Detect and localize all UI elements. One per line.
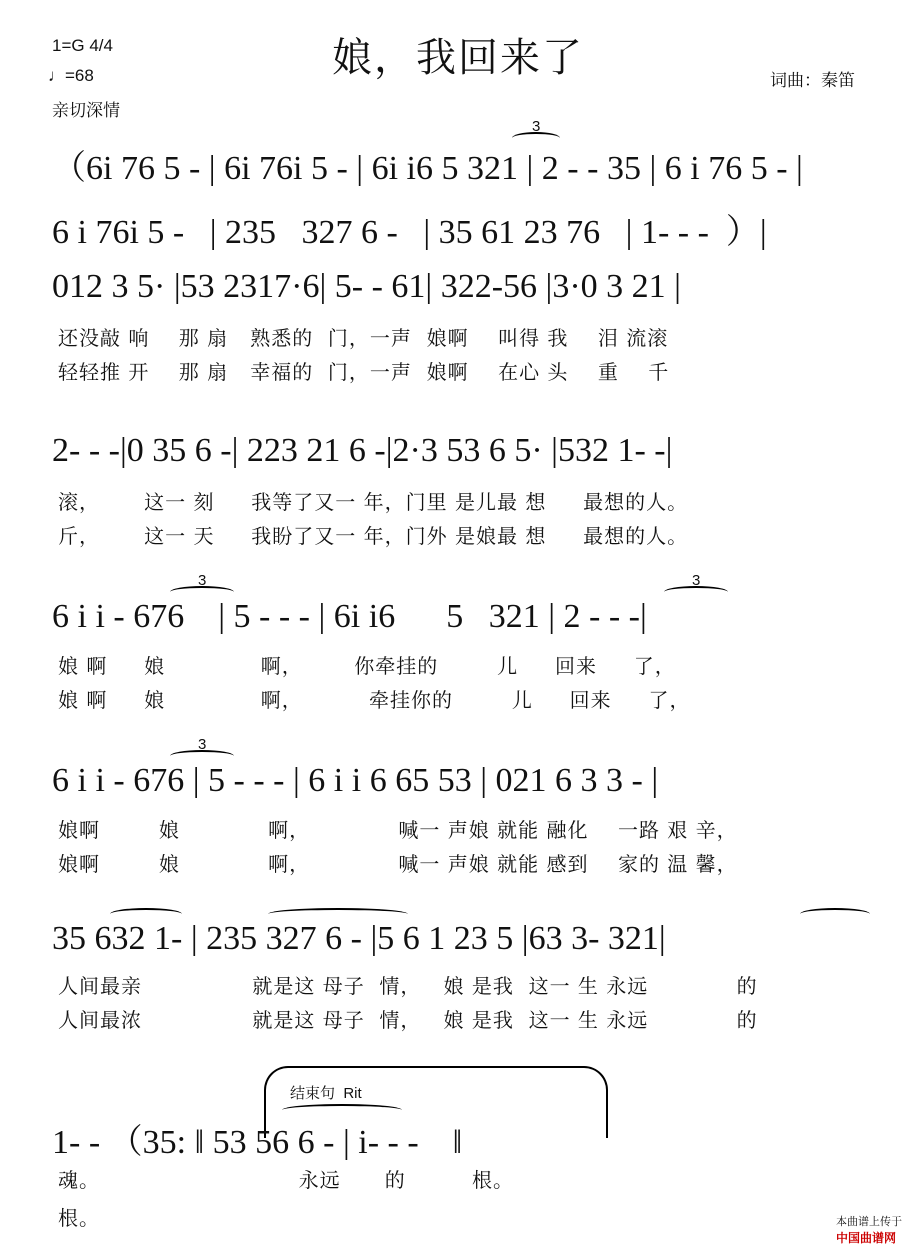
notation-line-8: 1- - （35: ‖ 53 56 6 - | i- - - ‖ <box>52 1124 463 1161</box>
footer-credit <box>829 1200 902 1246</box>
slur <box>268 908 408 920</box>
triplet-number: 3 <box>532 118 541 135</box>
lyric-verse2-line-7: 人间最浓 就是这 母子 情， 娘 是我 这一 生 永远 的 <box>58 1008 758 1032</box>
triplet-number: 3 <box>198 736 207 753</box>
notation-line-1: （6i 76 5 - | 6i 76i 5 - | 6i i6 5 321 | 2 - - 35 | 6 i 76 5 - | <box>52 150 803 187</box>
lyric-verse1-line-3: 还没敲 响 那 扇 熟悉的 门，一声 娘啊 叫得 我 泪 流滚 <box>58 326 669 350</box>
lyric-verse2-line-6: 娘啊 娘 啊， 喊一 声娘 就能 感到 家的 温 馨， <box>58 852 738 876</box>
notation-line-2: 6 i 76i 5 - | 235 327 6 - | 35 61 23 76 | 1- - - ）| <box>52 214 767 251</box>
notation-line-3: 012 3 5· |53 2317·6| 5- - 61| 322-56 |3·0 3 21 | <box>52 268 681 305</box>
notation-line-7: 35 632 1- | 235 327 6 - |5 6 1 23 5 |63 3- 321| <box>52 920 666 957</box>
lyric-verse1-line-5: 娘 啊 娘 啊， 你牵挂的 儿 回来 了， <box>58 654 676 678</box>
site-logo[interactable]: 中国曲谱网 <box>836 1231 897 1245</box>
lyric-verse1-line-6: 娘啊 娘 啊， 喊一 声娘 就能 融化 一路 艰 辛， <box>58 818 738 842</box>
lyric-verse2-line-4: 斤， 这一 天 我盼了又一 年，门外 是娘最 想 最想的人。 <box>58 524 689 548</box>
tempo-marking: ♩=68 <box>48 66 94 85</box>
composer-credit: 词曲：秦笛 <box>770 71 855 90</box>
lyric-verse2-line-5: 娘 啊 娘 啊， 牵挂你的 儿 回来 了， <box>58 688 691 712</box>
triplet-number: 3 <box>692 572 701 589</box>
coda-label: 结束句 Rit <box>290 1085 362 1102</box>
slur <box>800 908 870 920</box>
lyric-verse1-line-8: 魂。 永远 的 根。 <box>58 1168 515 1192</box>
lyric-verse1-line-7: 人间最亲 就是这 母子 情， 娘 是我 这一 生 永远 的 <box>58 974 758 998</box>
lyric-verse2-line-8: 根。 <box>58 1206 100 1230</box>
expression-marking: 亲切深情 <box>52 101 120 120</box>
notation-line-4: 2- - -|0 35 6 -| 223 21 6 -|2·3 53 6 5· |532 1- -| <box>52 432 673 469</box>
lyric-verse2-line-3: 轻轻推 开 那 扇 幸福的 门，一声 娘啊 在心 头 重 千 <box>58 360 670 384</box>
slur <box>110 908 182 920</box>
notation-line-5: 6 i i - 676 | 5 - - - | 6i i6 5 321 | 2 - - -| <box>52 598 647 635</box>
notation-line-6: 6 i i - 676 | 5 - - - | 6 i i 6 65 53 | 021 6 3 3 - | <box>52 762 659 799</box>
lyric-verse1-line-4: 滚， 这一 刻 我等了又一 年，门里 是儿最 想 最想的人。 <box>58 490 689 514</box>
upload-text: 本曲谱上传于 <box>836 1215 902 1228</box>
triplet-number: 3 <box>198 572 207 589</box>
slur <box>282 1104 402 1116</box>
song-title: 娘，我回来了 <box>332 35 584 81</box>
key-signature: 1=G 4/4 <box>52 36 113 55</box>
